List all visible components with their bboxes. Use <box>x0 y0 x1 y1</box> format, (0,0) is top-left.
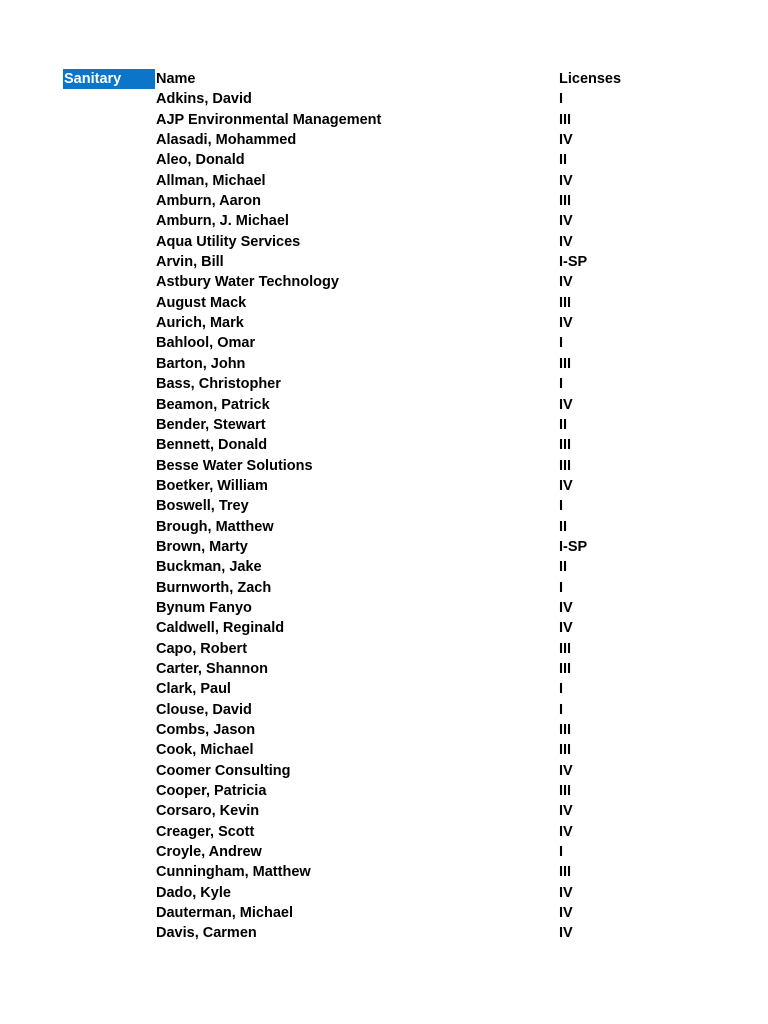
license-cell[interactable]: I <box>559 335 564 352</box>
name-cell[interactable]: Adkins, David <box>156 91 252 108</box>
license-cell[interactable]: IV <box>559 762 573 779</box>
name-cell[interactable]: Croyle, Andrew <box>156 844 262 861</box>
table-row <box>0 883 768 903</box>
table-row <box>0 313 768 333</box>
license-cell[interactable]: I <box>559 681 564 698</box>
license-cell[interactable]: III <box>559 437 572 454</box>
category-cell-selected[interactable]: Sanitary <box>63 69 155 89</box>
table-row <box>0 395 768 415</box>
table-row <box>0 191 768 211</box>
table-row <box>0 862 768 882</box>
name-cell[interactable]: Burnworth, Zach <box>156 579 272 596</box>
table-row <box>0 557 768 577</box>
license-cell[interactable]: III <box>559 640 572 657</box>
table-row <box>0 415 768 435</box>
name-cell[interactable]: Caldwell, Reginald <box>156 620 285 637</box>
name-cell[interactable]: Dado, Kyle <box>156 884 231 901</box>
table-row <box>0 171 768 191</box>
license-cell[interactable]: IV <box>559 315 573 332</box>
name-cell[interactable]: Boswell, Trey <box>156 498 249 515</box>
name-cell[interactable]: Cunningham, Matthew <box>156 864 311 881</box>
name-cell[interactable]: Bynum Fanyo <box>156 599 252 616</box>
name-cell[interactable]: Boetker, William <box>156 477 268 494</box>
name-cell[interactable]: Capo, Robert <box>156 640 248 657</box>
name-cell[interactable]: Brough, Matthew <box>156 518 274 535</box>
name-cell[interactable]: Astbury Water Technology <box>156 274 339 291</box>
license-cell[interactable]: IV <box>559 599 573 616</box>
license-cell[interactable]: III <box>559 294 572 311</box>
table-row <box>0 659 768 679</box>
data-rows <box>0 89 768 943</box>
name-column-header[interactable]: Name <box>156 71 196 87</box>
name-cell[interactable]: Alasadi, Mohammed <box>156 132 297 149</box>
name-cell[interactable]: Davis, Carmen <box>156 925 257 942</box>
name-cell[interactable]: Amburn, Aaron <box>156 193 261 210</box>
table-row <box>0 700 768 720</box>
table-row <box>0 598 768 618</box>
license-cell[interactable]: I <box>559 376 564 393</box>
name-cell[interactable]: Dauterman, Michael <box>156 905 293 922</box>
table-row <box>0 781 768 801</box>
name-cell[interactable]: Bennett, Donald <box>156 437 268 454</box>
license-cell[interactable]: I <box>559 844 564 861</box>
table-row <box>0 456 768 476</box>
name-cell[interactable]: Allman, Michael <box>156 172 266 189</box>
table-row <box>0 720 768 740</box>
table-row <box>0 537 768 557</box>
table-row <box>0 923 768 943</box>
license-cell[interactable]: III <box>559 722 572 738</box>
license-cell[interactable]: IV <box>559 803 573 820</box>
table-row <box>0 679 768 699</box>
table-row <box>0 110 768 130</box>
name-cell[interactable]: Carter, Shannon <box>156 660 268 677</box>
name-cell[interactable]: Brown, Marty <box>156 538 248 555</box>
license-cell[interactable]: II <box>559 559 568 576</box>
table-row <box>0 130 768 150</box>
name-cell[interactable]: Besse Water Solutions <box>156 457 313 474</box>
license-cell[interactable]: I <box>559 579 564 596</box>
table-row <box>0 801 768 821</box>
table-row <box>0 272 768 292</box>
name-cell[interactable]: Aqua Utility Services <box>156 233 301 250</box>
license-cell[interactable]: III <box>559 355 572 372</box>
license-cell[interactable]: III <box>559 193 572 210</box>
license-cell[interactable]: I-SP <box>559 538 588 555</box>
name-cell[interactable]: Arvin, Bill <box>156 254 224 271</box>
table-row <box>0 333 768 353</box>
table-row <box>0 618 768 638</box>
name-cell[interactable]: Coomer Consulting <box>156 762 291 779</box>
licenses-column-header[interactable]: Licenses <box>559 71 622 87</box>
license-cell[interactable]: III <box>559 864 572 881</box>
table-row <box>0 89 768 109</box>
table-row <box>0 639 768 659</box>
table-row <box>0 578 768 598</box>
license-cell[interactable]: IV <box>559 620 573 637</box>
license-cell[interactable]: II <box>559 416 568 433</box>
name-cell[interactable]: Bahlool, Omar <box>156 335 256 352</box>
name-cell[interactable]: Clouse, David <box>156 701 252 718</box>
table-row <box>0 740 768 760</box>
license-cell[interactable]: I <box>559 701 564 718</box>
table-row <box>0 150 768 170</box>
name-cell[interactable]: AJP Environmental Management <box>156 111 382 128</box>
name-cell[interactable]: Combs, Jason <box>156 722 256 738</box>
license-cell[interactable]: IV <box>559 905 573 922</box>
table-row <box>0 252 768 272</box>
name-cell[interactable]: Bass, Christopher <box>156 376 281 393</box>
table-row <box>0 354 768 374</box>
name-cell[interactable]: Clark, Paul <box>156 681 231 698</box>
license-cell[interactable]: IV <box>559 884 573 901</box>
license-cell[interactable]: III <box>559 660 572 677</box>
table-row <box>0 374 768 394</box>
license-cell[interactable]: III <box>559 457 572 474</box>
name-cell[interactable]: Aleo, Donald <box>156 152 245 169</box>
table-row <box>0 211 768 231</box>
license-cell[interactable]: IV <box>559 823 573 840</box>
license-cell[interactable]: IV <box>559 172 573 189</box>
spreadsheet <box>0 69 768 944</box>
name-cell[interactable]: Cooper, Patricia <box>156 783 267 800</box>
license-cell[interactable]: IV <box>559 925 573 942</box>
name-cell[interactable]: Amburn, J. Michael <box>156 213 289 230</box>
table-row <box>0 476 768 496</box>
license-cell[interactable]: I <box>559 498 564 515</box>
table-row <box>0 496 768 516</box>
license-cell[interactable]: IV <box>559 396 573 413</box>
table-row <box>0 232 768 252</box>
header-row <box>0 69 768 89</box>
name-cell[interactable]: Corsaro, Kevin <box>156 803 260 820</box>
license-cell[interactable]: IV <box>559 477 573 494</box>
name-cell[interactable]: Barton, John <box>156 355 246 372</box>
table-row <box>0 842 768 862</box>
table-row <box>0 293 768 313</box>
name-cell[interactable]: Creager, Scott <box>156 823 255 840</box>
license-cell[interactable]: III <box>559 742 572 759</box>
license-cell[interactable]: II <box>559 518 568 535</box>
license-cell[interactable]: I-SP <box>559 254 588 271</box>
name-cell[interactable]: Aurich, Mark <box>156 315 244 332</box>
license-cell[interactable]: IV <box>559 132 573 149</box>
table-row <box>0 761 768 781</box>
license-cell[interactable]: III <box>559 111 572 128</box>
table-row <box>0 435 768 455</box>
name-cell[interactable]: Bender, Stewart <box>156 416 266 433</box>
name-cell[interactable]: August Mack <box>156 294 247 311</box>
name-cell[interactable]: Buckman, Jake <box>156 559 262 576</box>
license-cell[interactable]: I <box>559 91 564 108</box>
license-cell[interactable]: IV <box>559 274 573 291</box>
table-row <box>0 517 768 537</box>
table-row <box>0 903 768 923</box>
license-cell[interactable]: II <box>559 152 568 169</box>
table-row <box>0 822 768 842</box>
name-cell[interactable]: Beamon, Patrick <box>156 396 270 413</box>
license-cell[interactable]: III <box>559 783 572 800</box>
name-cell[interactable]: Cook, Michael <box>156 742 254 759</box>
license-cell[interactable]: IV <box>559 213 573 230</box>
license-cell[interactable]: IV <box>559 233 573 250</box>
